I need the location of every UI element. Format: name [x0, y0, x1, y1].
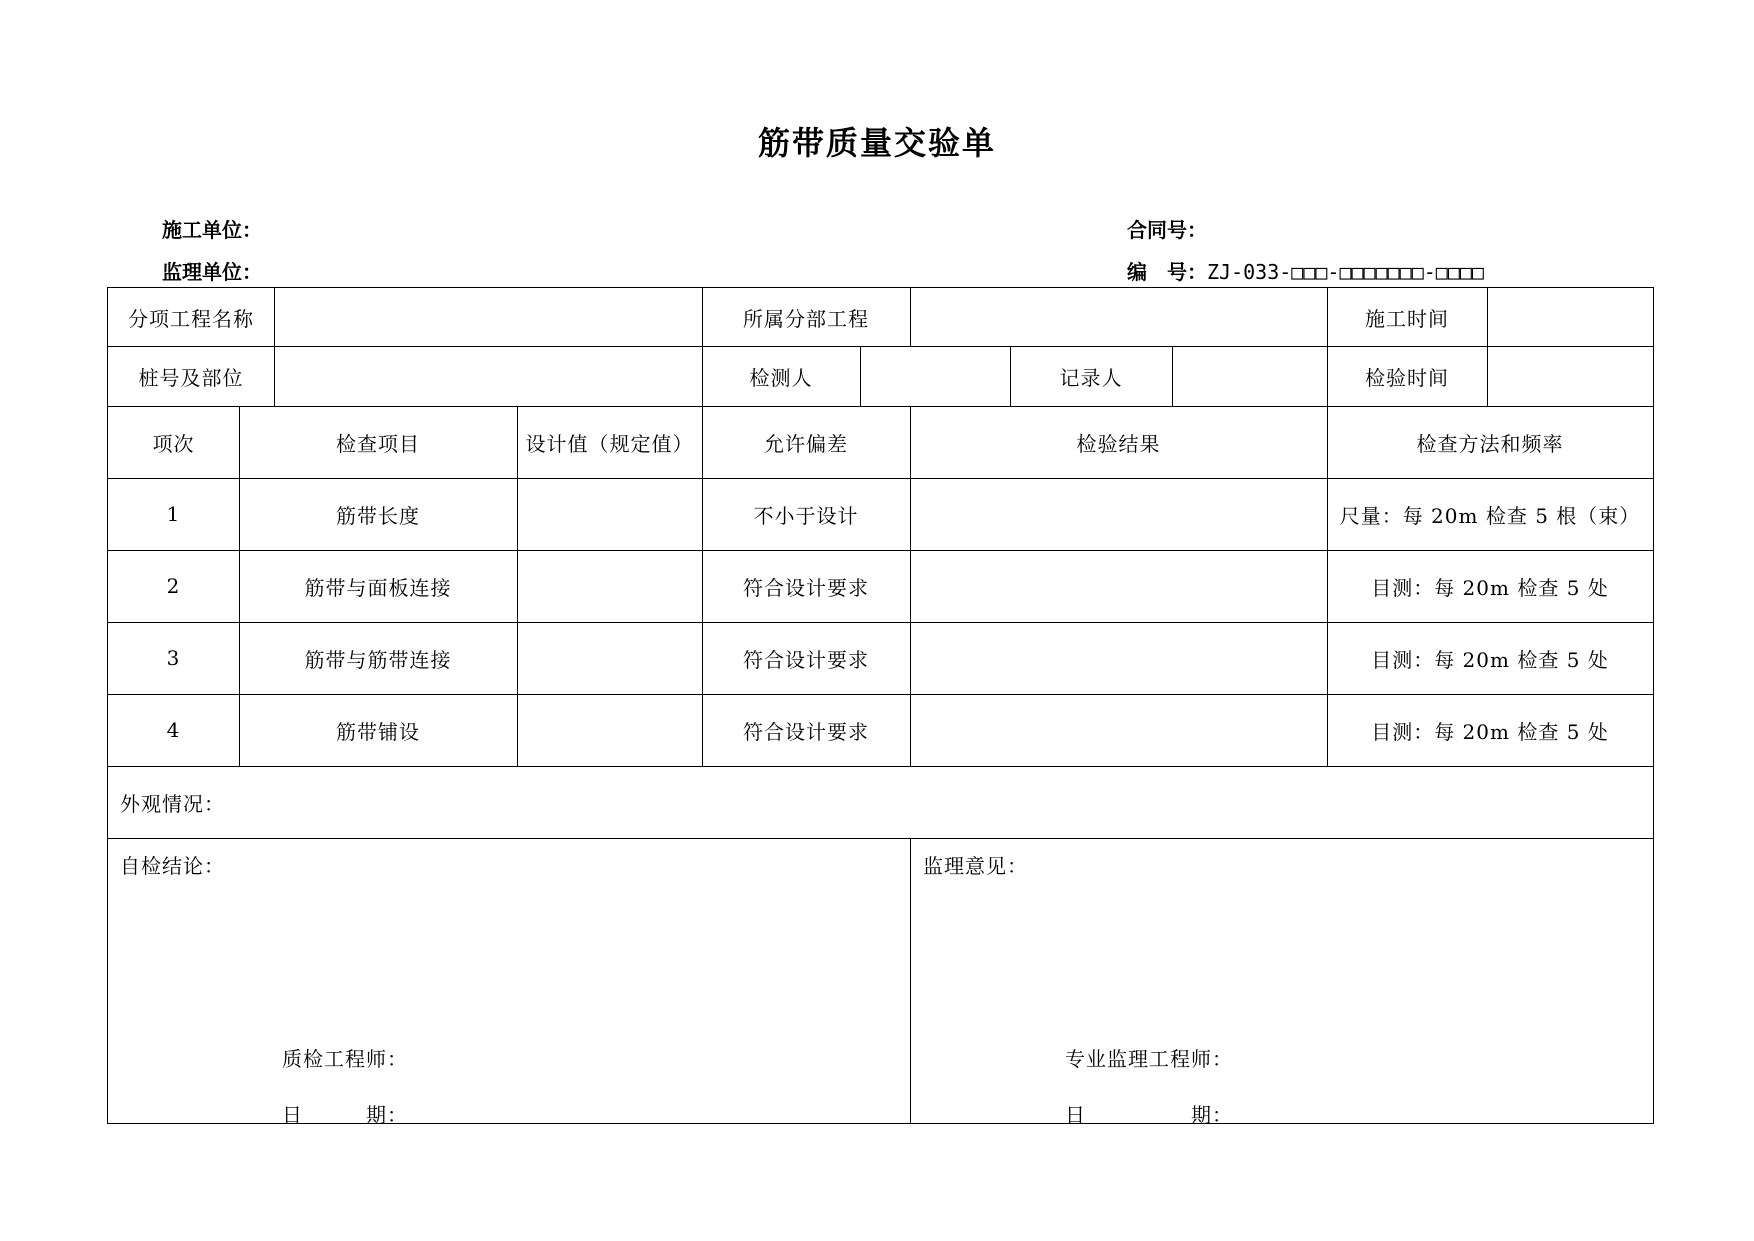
row-no: 3 [166, 646, 181, 670]
station-label: 桩号及部位 [138, 365, 244, 390]
row-tolerance: 不小于设计 [753, 503, 859, 528]
page-title: 筋带质量交验单 [757, 124, 996, 162]
row-no: 4 [166, 718, 181, 742]
sub-project-name-label: 分项工程名称 [128, 306, 254, 331]
qc-engineer-label: 质检工程师： [282, 1047, 408, 1071]
row-result-field[interactable] [910, 694, 1327, 766]
recorder-field[interactable] [1172, 346, 1327, 406]
serial-number [1127, 256, 1484, 285]
supervision-engineer-label: 专业监理工程师： [1065, 1047, 1233, 1071]
self-check-date-label: 日 期： [282, 1103, 408, 1127]
construction-time-field[interactable] [1487, 288, 1653, 346]
parent-project-field[interactable] [910, 288, 1327, 346]
row-result-field[interactable] [910, 550, 1327, 622]
construction-unit-label: 施工单位： [162, 218, 262, 242]
column-header-design: 设计值（规定值） [525, 431, 694, 456]
row-item: 筋带与筋带连接 [304, 647, 452, 672]
row-item: 筋带与面板连接 [304, 575, 452, 600]
recorder-label: 记录人 [1059, 365, 1123, 390]
supervision-unit-label: 监理单位： [162, 260, 262, 284]
column-header-item: 检查项目 [336, 431, 420, 456]
inspection-form-table [107, 287, 1654, 1127]
row-method: 目测：每 20m 检查 5 处 [1371, 575, 1609, 600]
row-tolerance: 符合设计要求 [743, 647, 869, 672]
row-design-field[interactable] [517, 622, 702, 694]
column-header-no: 项次 [152, 431, 195, 456]
row-item: 筋带铺设 [336, 719, 420, 744]
supervision-opinion-label: 监理意见： [923, 854, 1028, 878]
row-design-field[interactable] [517, 694, 702, 766]
row-method: 目测：每 20m 检查 5 处 [1371, 719, 1609, 744]
parent-project-label: 所属分部工程 [743, 306, 869, 331]
station-field[interactable] [274, 346, 702, 406]
column-header-method: 检查方法和频率 [1416, 431, 1564, 456]
row-method: 目测：每 20m 检查 5 处 [1371, 647, 1609, 672]
appearance-label: 外观情况： [120, 791, 225, 816]
row-tolerance: 符合设计要求 [743, 575, 869, 600]
row-tolerance: 符合设计要求 [743, 719, 869, 744]
inspector-label: 检测人 [749, 365, 813, 390]
inspector-field[interactable] [860, 346, 1010, 406]
row-item: 筋带长度 [336, 503, 420, 528]
contract-no-label: 合同号： [1127, 218, 1207, 242]
serial-label: 编 号： [1127, 260, 1207, 284]
column-header-result: 检验结果 [1076, 431, 1161, 456]
row-no: 1 [166, 502, 181, 526]
column-header-tolerance: 允许偏差 [764, 431, 848, 456]
construction-time-label: 施工时间 [1365, 306, 1449, 331]
inspection-time-field[interactable] [1487, 346, 1653, 406]
sub-project-name-field[interactable] [274, 288, 702, 346]
row-method: 尺量：每 20m 检查 5 根（束） [1339, 503, 1641, 528]
supervision-date-label: 日 期： [1065, 1103, 1233, 1127]
self-check-label: 自检结论： [120, 854, 225, 878]
serial-value: ZJ-033-□□□-□□□□□□□-□□□□ [1207, 260, 1484, 284]
row-result-field[interactable] [910, 478, 1327, 550]
row-no: 2 [166, 574, 181, 598]
inspection-time-label: 检验时间 [1365, 365, 1449, 390]
row-result-field[interactable] [910, 622, 1327, 694]
row-design-field[interactable] [517, 478, 702, 550]
row-design-field[interactable] [517, 550, 702, 622]
